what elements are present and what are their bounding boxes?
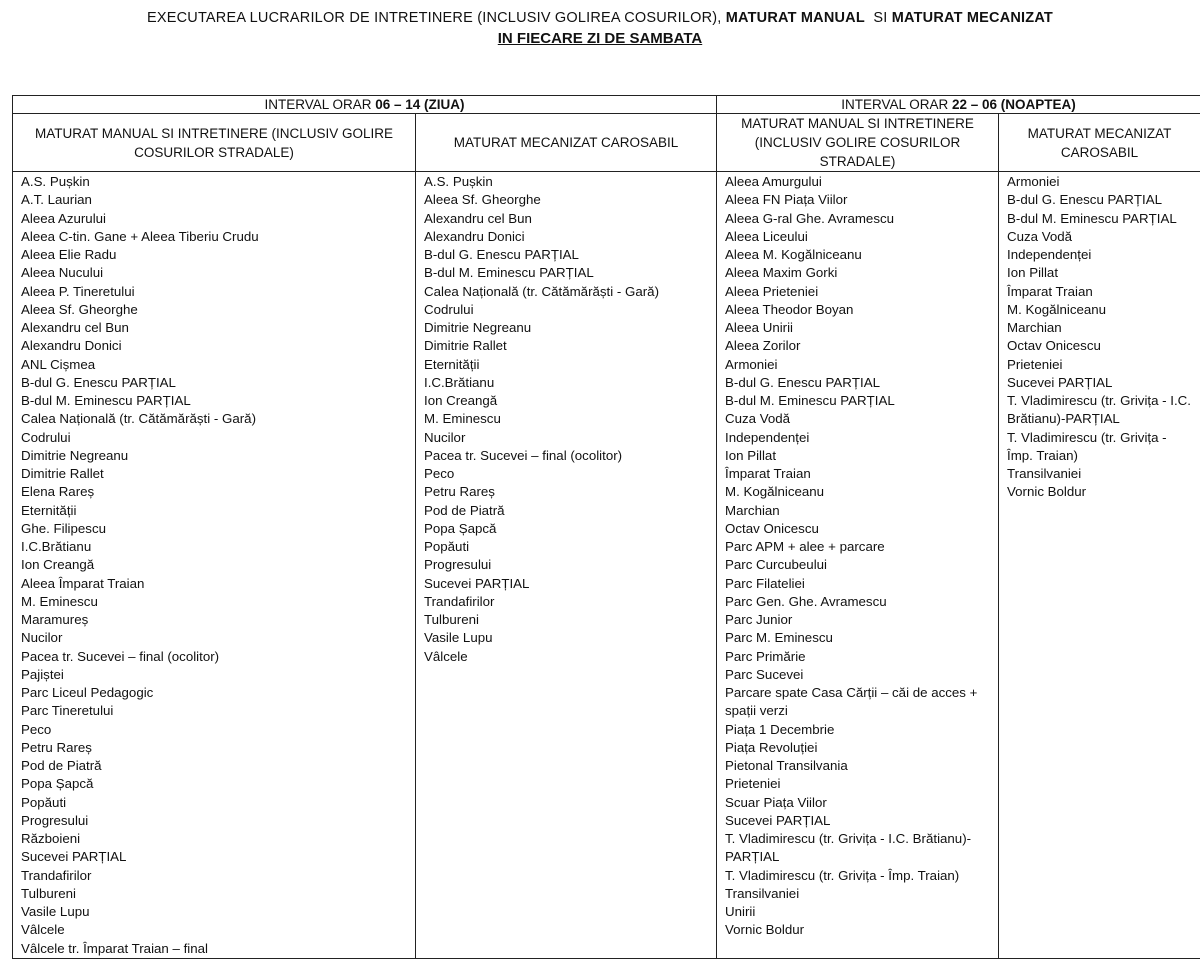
street-item: Ion Pillat xyxy=(1007,265,1059,281)
street-item: B-dul M. Eminescu PARȚIAL xyxy=(21,393,191,408)
title-bold-mechanized: MATURAT MECANIZAT xyxy=(891,10,1053,26)
street-item: Pacea tr. Sucevei – final (ocolitor) xyxy=(21,648,220,664)
street-item: M. Eminescu xyxy=(21,593,98,609)
street-item: Vâlcele tr. Împarat Traian – final xyxy=(21,940,208,956)
street-item: B-dul G. Enescu PARȚIAL xyxy=(1007,192,1162,208)
street-item: Ghe. Filipescu xyxy=(21,520,106,536)
street-item: T. Vladimirescu (tr. Grivița - I.C. Brătianu)-PARȚIAL xyxy=(1007,393,1191,427)
street-item: Tulbureni xyxy=(21,885,76,901)
street-item: Aleea Elie Radu xyxy=(21,247,117,262)
title-prefix: EXECUTAREA LUCRARILOR DE INTRETINERE (INCLUSIV GOLIREA COSURILOR), xyxy=(146,10,722,26)
street-item: Aleea Nucului xyxy=(21,265,104,281)
street-item: Marchian xyxy=(725,502,780,518)
document-title xyxy=(0,10,1200,26)
street-item: Eternității xyxy=(424,356,480,372)
street-item: Dimitrie Rallet xyxy=(21,466,104,481)
street-item: B-dul M. Eminescu PARȚIAL xyxy=(424,265,594,281)
street-item: Scuar Piața Viilor xyxy=(725,794,827,810)
street-item: Aleea Sf. Gheorghe xyxy=(424,192,541,208)
street-item: Parc APM + alee + parcare xyxy=(725,539,885,554)
street-item: Sucevei PARȚIAL xyxy=(424,575,530,591)
street-item: Războieni xyxy=(21,831,81,846)
street-item: Vâlcele xyxy=(21,922,65,938)
street-item: Sucevei PARȚIAL xyxy=(725,812,831,828)
street-item: Dimitrie Negreanu xyxy=(424,320,532,335)
street-item: Ion Creangă xyxy=(21,557,95,573)
street-item: Elena Rareș xyxy=(21,484,95,500)
street-item: Petru Rareș xyxy=(424,484,495,500)
street-item: Aleea Liceului xyxy=(725,228,808,244)
day-manual-list xyxy=(13,172,415,958)
street-item: Cuza Vodă xyxy=(1007,228,1073,244)
day-period-header xyxy=(13,96,717,114)
street-item: Sucevei PARȚIAL xyxy=(21,849,127,865)
street-item: Aleea Împarat Traian xyxy=(21,575,145,591)
street-item: B-dul G. Enescu PARȚIAL xyxy=(21,374,176,390)
street-item: A.S. Pușkin xyxy=(424,174,493,189)
street-item: Parc Sucevei xyxy=(725,666,804,682)
street-item: B-dul G. Enescu PARȚIAL xyxy=(725,374,880,390)
street-item: Octav Onicescu xyxy=(725,520,819,536)
street-item: Dimitrie Rallet xyxy=(424,338,507,354)
street-item: Aleea Theodor Boyan xyxy=(725,301,854,317)
street-item: T. Vladimirescu (tr. Grivița - Împ. Traian) xyxy=(725,867,960,883)
day-period-prefix: INTERVAL ORAR xyxy=(264,96,372,112)
street-item: Marchian xyxy=(1007,320,1062,335)
street-item: Pajiștei xyxy=(21,666,64,682)
title-bold-manual: MATURAT MANUAL xyxy=(725,10,865,26)
street-item: Împarat Traian xyxy=(725,466,811,481)
col-header-day-mechanized: MATURAT MECANIZAT CAROSABIL xyxy=(416,114,717,172)
street-item: Codrului xyxy=(21,429,71,445)
street-item: Parc Junior xyxy=(725,612,793,627)
title-mid: SI xyxy=(873,10,888,26)
street-item: Parcare spate Casa Cărții – căi de acces + spații verzi xyxy=(725,685,978,719)
street-item: Independenței xyxy=(725,429,810,445)
street-item: Popa Șapcă xyxy=(424,520,497,536)
street-item: Parc Liceul Pedagogic xyxy=(21,685,154,700)
street-item: T. Vladimirescu (tr. Grivița - Împ. Traian) xyxy=(1007,429,1167,463)
street-item: Cuza Vodă xyxy=(725,411,791,427)
street-item: Alexandru Donici xyxy=(21,338,122,354)
street-item: Aleea Unirii xyxy=(725,320,794,335)
street-item: Calea Națională (tr. Cătămărăști - Gară) xyxy=(424,283,660,299)
street-item: B-dul G. Enescu PARȚIAL xyxy=(424,247,579,262)
street-item: Ion Creangă xyxy=(424,393,498,408)
night-period-header xyxy=(717,96,1200,114)
street-item: Nucilor xyxy=(424,429,466,445)
street-item: Pietonal Transilvania xyxy=(725,758,848,773)
street-item: B-dul M. Eminescu PARȚIAL xyxy=(725,393,895,408)
street-item: Vornic Boldur xyxy=(725,922,805,938)
street-item: B-dul M. Eminescu PARȚIAL xyxy=(1007,210,1177,226)
street-item: Peco xyxy=(424,466,455,481)
night-mechanized-list xyxy=(999,172,1200,502)
street-item: Vâlcele xyxy=(424,648,468,664)
street-item: T. Vladimirescu (tr. Grivița - I.C. Brătianu)-PARȚIAL xyxy=(725,831,972,865)
street-item: Vornic Boldur xyxy=(1007,484,1087,500)
col-header-night-manual: MATURAT MANUAL SI INTRETINERE (INCLUSIV GOLIRE COSURILOR STRADALE) xyxy=(717,114,999,172)
street-item: Prieteniei xyxy=(1007,356,1063,372)
street-item: Parc M. Eminescu xyxy=(725,630,833,646)
street-item: Aleea M. Kogălniceanu xyxy=(725,247,862,262)
night-period-prefix: INTERVAL ORAR xyxy=(841,96,949,112)
street-item: Petru Rareș xyxy=(21,739,92,755)
street-item: M. Eminescu xyxy=(424,411,501,427)
street-item: Armoniei xyxy=(725,356,778,372)
street-item: Transilvaniei xyxy=(1007,466,1082,481)
street-item: Aleea P. Tineretului xyxy=(21,283,135,299)
street-item: Aleea Azurului xyxy=(21,210,107,226)
street-item: Pod de Piatră xyxy=(21,758,102,773)
day-mechanized-cell xyxy=(416,172,717,959)
street-item: Peco xyxy=(21,721,52,737)
street-item: Pacea tr. Sucevei – final (ocolitor) xyxy=(424,447,623,463)
street-item: Alexandru cel Bun xyxy=(21,320,129,335)
street-item: Independenței xyxy=(1007,247,1092,262)
night-manual-list xyxy=(717,172,998,940)
document-subtitle: IN FIECARE ZI DE SAMBATA xyxy=(497,30,703,47)
street-item: I.C.Brătianu xyxy=(424,374,495,390)
street-item: Vasile Lupu xyxy=(21,904,90,919)
street-item: Armoniei xyxy=(1007,174,1060,189)
street-item: Transilvaniei xyxy=(725,885,800,901)
street-item: Piața 1 Decembrie xyxy=(725,721,835,737)
street-item: Aleea FN Piața Viilor xyxy=(725,192,848,208)
street-item: Aleea Sf. Gheorghe xyxy=(21,301,138,317)
street-item: Prieteniei xyxy=(725,776,781,792)
schedule-table xyxy=(12,95,1200,959)
day-period-hours: 06 – 14 (ZIUA) xyxy=(375,96,465,112)
street-item: Progresului xyxy=(21,812,89,828)
street-item: Aleea Prieteniei xyxy=(725,283,819,299)
street-item: Popa Șapcă xyxy=(21,776,94,792)
day-mechanized-list xyxy=(416,172,716,666)
street-item: Împarat Traian xyxy=(1007,283,1093,299)
street-item: Calea Națională (tr. Cătămărăști - Gară) xyxy=(21,411,257,427)
street-item: Ion Pillat xyxy=(725,447,777,463)
street-item: Nucilor xyxy=(21,630,63,646)
street-item: Parc Gen. Ghe. Avramescu xyxy=(725,593,887,609)
street-item: M. Kogălniceanu xyxy=(725,484,825,500)
street-item: Trandafirilor xyxy=(424,593,495,609)
street-item: Popăuti xyxy=(21,794,67,810)
street-item: Tulbureni xyxy=(424,612,479,627)
street-item: Eternității xyxy=(21,502,77,518)
street-item: Dimitrie Negreanu xyxy=(21,447,129,463)
night-period-hours: 22 – 06 (NOAPTEA) xyxy=(952,96,1076,112)
street-item: Parc Tineretului xyxy=(21,703,114,719)
street-item: A.T. Laurian xyxy=(21,192,92,208)
street-item: Alexandru cel Bun xyxy=(424,210,532,226)
street-item: I.C.Brătianu xyxy=(21,539,92,554)
street-item: Aleea Maxim Gorki xyxy=(725,265,838,281)
street-item: Popăuti xyxy=(424,539,470,554)
street-item: Parc Filateliei xyxy=(725,575,805,591)
street-item: ANL Cișmea xyxy=(21,356,96,372)
night-mechanized-cell xyxy=(999,172,1200,959)
street-item: Vasile Lupu xyxy=(424,630,493,646)
street-item: Alexandru Donici xyxy=(424,228,525,244)
street-item: A.S. Pușkin xyxy=(21,174,90,189)
street-item: Codrului xyxy=(424,301,474,317)
street-item: Trandafirilor xyxy=(21,867,92,883)
street-item: Pod de Piatră xyxy=(424,502,505,518)
street-item: Parc Primărie xyxy=(725,648,806,664)
street-item: Piața Revoluției xyxy=(725,739,818,755)
street-item: Parc Curcubeului xyxy=(725,557,828,573)
street-item: Maramureș xyxy=(21,612,89,627)
street-item: Progresului xyxy=(424,557,492,573)
night-manual-cell xyxy=(717,172,999,959)
col-header-night-mechanized: MATURAT MECANIZAT CAROSABIL xyxy=(999,114,1200,172)
street-item: Unirii xyxy=(725,904,756,919)
street-item: Aleea Zorilor xyxy=(725,338,801,354)
col-header-day-manual: MATURAT MANUAL SI INTRETINERE (INCLUSIV GOLIRE COSURILOR STRADALE) xyxy=(13,114,416,172)
street-item: Aleea C-tin. Gane + Aleea Tiberiu Crudu xyxy=(21,228,259,244)
street-item: Sucevei PARȚIAL xyxy=(1007,374,1113,390)
street-item: Aleea G-ral Ghe. Avramescu xyxy=(725,210,895,226)
street-item: Octav Onicescu xyxy=(1007,338,1101,354)
street-item: M. Kogălniceanu xyxy=(1007,301,1107,317)
street-item: Aleea Amurgului xyxy=(725,174,822,189)
day-manual-cell xyxy=(13,172,416,959)
